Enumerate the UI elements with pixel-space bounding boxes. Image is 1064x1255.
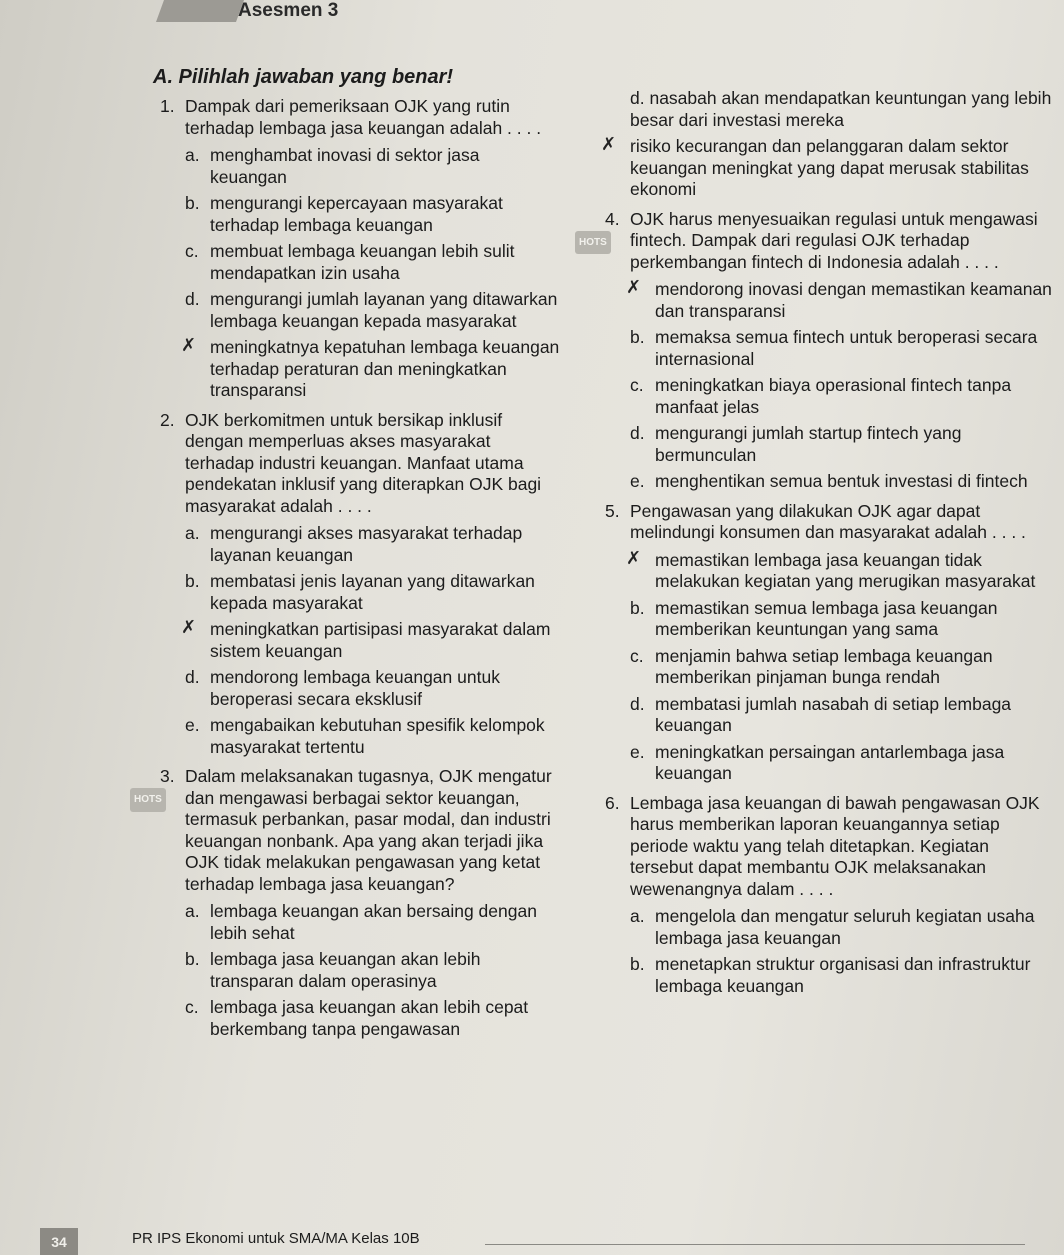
section-title: A. Pilihlah jawaban yang benar! (153, 66, 454, 88)
options-list (626, 277, 1055, 493)
question-text: Lembaga jasa keuangan di bawah pengawasan OJK harus memberikan laporan keuangannya setiap periode waktu yang telah ditetapkan. Kegiatan tersebut dapat membantu OJK melaksanakan wewenangnya dalam . . . . (630, 792, 1040, 899)
question-2 (160, 410, 560, 759)
q1-option-d-continued[interactable]: d. nasabah akan mendapatkan keuntungan yang lebih besar dari investasi mereka (630, 88, 1052, 130)
question-text: Pengawasan yang dilakukan OJK agar dapat melindungi konsumen dan masyarakat adalah . . . . (630, 500, 1026, 542)
option-a[interactable]: a. mengurangi akses masyarakat terhadap layanan keuangan (185, 523, 523, 565)
question-5 (605, 501, 1055, 785)
option-b[interactable]: b. memaksa semua fintech untuk beroperasi secara internasional (630, 327, 1038, 369)
question-text: Dalam melaksanakan tugasnya, OJK mengatur dan mengawasi berbagai sektor keuangan, termasuk perbankan, pasar modal, dan industri keuangan nonbank. Apa yang akan terjadi jika OJK tidak melakukan pengawasan yang ketat terhadap lembaga jasa keuangan? (185, 766, 552, 894)
question-number: 5. (605, 500, 620, 521)
option-c[interactable]: c. lembaga jasa keuangan akan lebih cepat berkembang tanpa pengawasan (185, 997, 529, 1039)
options-list (181, 523, 560, 758)
option-d[interactable]: d. membatasi jumlah nasabah di setiap lembaga keuangan (630, 693, 1012, 735)
option-a[interactable]: a. menghambat inovasi di sektor jasa keuangan (185, 145, 480, 187)
question-4 (579, 208, 1055, 493)
question-number: 1. (160, 96, 175, 116)
option-b[interactable]: b. menetapkan struktur organisasi dan infrastruktur lembaga keuangan (630, 954, 1031, 996)
option-b[interactable]: b. memastikan semua lembaga jasa keuangan memberikan keuntungan yang sama (630, 597, 998, 639)
options-list (185, 901, 560, 1040)
question-3 (134, 766, 560, 1040)
hots-badge: HOTS (130, 788, 166, 812)
option-c[interactable]: c. meningkatkan biaya operasional fintech tanpa manfaat jelas (630, 375, 1012, 417)
option-a[interactable]: a. lembaga keuangan akan bersaing dengan lebih sehat (185, 901, 537, 943)
options-list (630, 906, 1055, 997)
option-e[interactable]: e. mengabaikan kebutuhan spesifik kelompok masyarakat tertentu (185, 715, 545, 757)
option-a[interactable]: a. mengelola dan mengatur seluruh kegiatan usaha lembaga jasa keuangan (630, 906, 1035, 948)
option-d[interactable]: d. mendorong lembaga keuangan untuk beroperasi secara eksklusif (185, 667, 500, 709)
option-b[interactable]: b. lembaga jasa keuangan akan lebih transparan dalam operasinya (185, 949, 481, 991)
option-d[interactable]: d. mengurangi jumlah startup fintech yang bermunculan (630, 423, 962, 465)
question-number: 3. (160, 766, 175, 786)
question-text: OJK harus menyesuaikan regulasi untuk mengawasi fintech. Dampak dari regulasi OJK terhadap perkembangan fintech di Indonesia adalah . . . . (630, 208, 1038, 272)
option-e[interactable]: e. menghentikan semua bentuk investasi di fintech (630, 471, 1028, 491)
book-title: PR IPS Ekonomi untuk SMA/MA Kelas 10B (132, 1230, 420, 1247)
options-list (181, 145, 560, 402)
question-6 (605, 793, 1055, 998)
option-d[interactable]: d. mengurangi jumlah layanan yang ditawarkan lembaga keuangan kepada masyarakat (185, 289, 558, 331)
answer-mark-icon: ✗ (181, 617, 197, 637)
option-e[interactable]: e. meningkatkan persaingan antarlembaga jasa keuangan (630, 741, 1005, 783)
answer-mark-icon: ✗ (626, 277, 642, 297)
q1-option-e-continued[interactable]: ✗ risiko kecurangan dan pelanggaran dalam sektor keuangan meningkat yang dapat merusak stabilitas ekonomi (601, 134, 1029, 199)
page-number: 34 (40, 1228, 78, 1255)
option-a[interactable]: ✗ memastikan lembaga jasa keuangan tidak melakukan kegiatan yang merugikan masyarakat (626, 547, 1036, 591)
question-number: 4. (605, 208, 620, 229)
question-text: Dampak dari pemeriksaan OJK yang rutin terhadap lembaga jasa keuangan adalah . . . . (185, 96, 542, 138)
option-b[interactable]: b. membatasi jenis layanan yang ditawarkan kepada masyarakat (185, 571, 535, 613)
question-1 (160, 96, 560, 402)
option-c[interactable]: ✗ meningkatkan partisipasi masyarakat dalam sistem keuangan (181, 617, 551, 661)
q1-options-continued (601, 88, 1055, 201)
page-title: Asesmen 3 (238, 0, 339, 21)
option-e[interactable]: ✗ meningkatnya kepatuhan lembaga keuangan terhadap peraturan dan meningkatkan transparansi (181, 335, 560, 400)
answer-mark-icon: ✗ (601, 134, 617, 154)
header-tab (156, 0, 244, 22)
option-c[interactable]: c. menjamin bahwa setiap lembaga keuangan memberikan pinjaman bunga rendah (630, 645, 993, 687)
options-list (626, 547, 1055, 785)
option-b[interactable]: b. mengurangi kepercayaan masyarakat terhadap lembaga keuangan (185, 193, 503, 235)
answer-mark-icon: ✗ (626, 547, 642, 568)
question-number: 6. (605, 792, 620, 813)
option-c[interactable]: c. membuat lembaga keuangan lebih sulit mendapatkan izin usaha (185, 241, 515, 283)
left-column (134, 96, 560, 1048)
right-column (579, 88, 1055, 1005)
question-text: OJK berkomitmen untuk bersikap inklusif dengan memperluas akses masyarakat terhadap industri keuangan. Manfaat utama pendekatan inklusif yang diterapkan OJK bagi masyarakat adalah . . . . (185, 409, 542, 516)
answer-mark-icon: ✗ (181, 335, 197, 355)
hots-badge: HOTS (575, 231, 611, 255)
footer-divider (485, 1244, 1025, 1245)
option-a[interactable]: ✗ mendorong inovasi dengan memastikan keamanan dan transparansi (626, 277, 1052, 321)
question-number: 2. (160, 409, 175, 430)
